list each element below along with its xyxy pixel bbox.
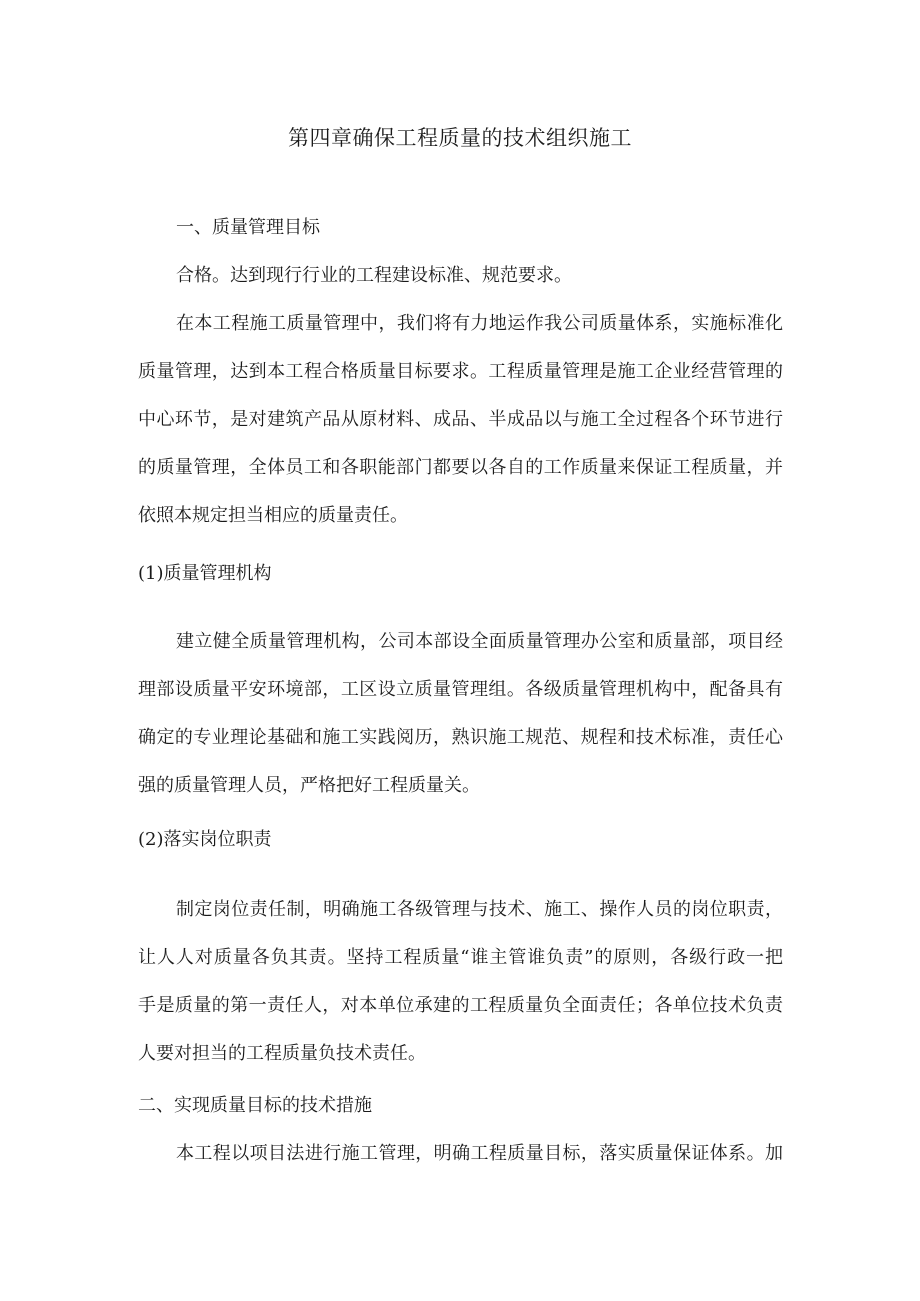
paragraph-line: 质量管理，达到本工程合格质量目标要求。工程质量管理是施工企业经营管理的	[138, 361, 783, 382]
paragraph-line: 强的质量管理人员，严格把好工程质量关。	[138, 775, 480, 796]
paragraph-line: 建立健全质量管理机构，公司本部设全面质量管理办公室和质量部，项目经	[176, 631, 783, 652]
subsection-heading-quality-organization: (1)质量管理机构	[138, 563, 272, 584]
document-title: 第四章确保工程质量的技术组织施工	[288, 126, 632, 150]
paragraph-line: 本工程以项目法进行施工管理，明确工程质量目标，落实质量保证体系。加	[176, 1143, 783, 1164]
paragraph-line: 依照本规定担当相应的质量责任。	[138, 505, 408, 526]
subsection-heading-post-responsibility: (2)落实岗位职责	[138, 829, 272, 850]
paragraph-line: 确定的专业理论基础和施工实践阅历，熟识施工规范、规程和技术标准，责任心	[138, 727, 783, 748]
paragraph-line: 让人人对质量各负其责。坚持工程质量“谁主管谁负责”的原则，各级行政一把	[138, 947, 783, 968]
paragraph-line: 理部设质量平安环境部，工区设立质量管理组。各级质量管理机构中，配备具有	[138, 679, 783, 700]
quality-target-text: 合格。达到现行行业的工程建设标准、规范要求。	[176, 265, 572, 286]
paragraph-line: 在本工程施工质量管理中，我们将有力地运作我公司质量体系，实施标准化	[176, 313, 783, 334]
paragraph-line: 的质量管理，全体员工和各职能部门都要以各自的工作质量来保证工程质量，并	[138, 457, 783, 478]
paragraph-line: 中心环节，是对建筑产品从原材料、成品、半成品以与施工全过程各个环节进行	[138, 409, 783, 430]
paragraph-line: 手是质量的第一责任人，对本单位承建的工程质量负全面责任；各单位技术负责	[138, 995, 783, 1016]
paragraph-line: 制定岗位责任制，明确施工各级管理与技术、施工、操作人员的岗位职责，	[176, 899, 783, 920]
section-heading-technical-measures: 二、实现质量目标的技术措施	[138, 1095, 372, 1116]
section-heading-quality-target: 一、质量管理目标	[176, 217, 320, 238]
paragraph-line: 人要对担当的工程质量负技术责任。	[138, 1043, 426, 1064]
